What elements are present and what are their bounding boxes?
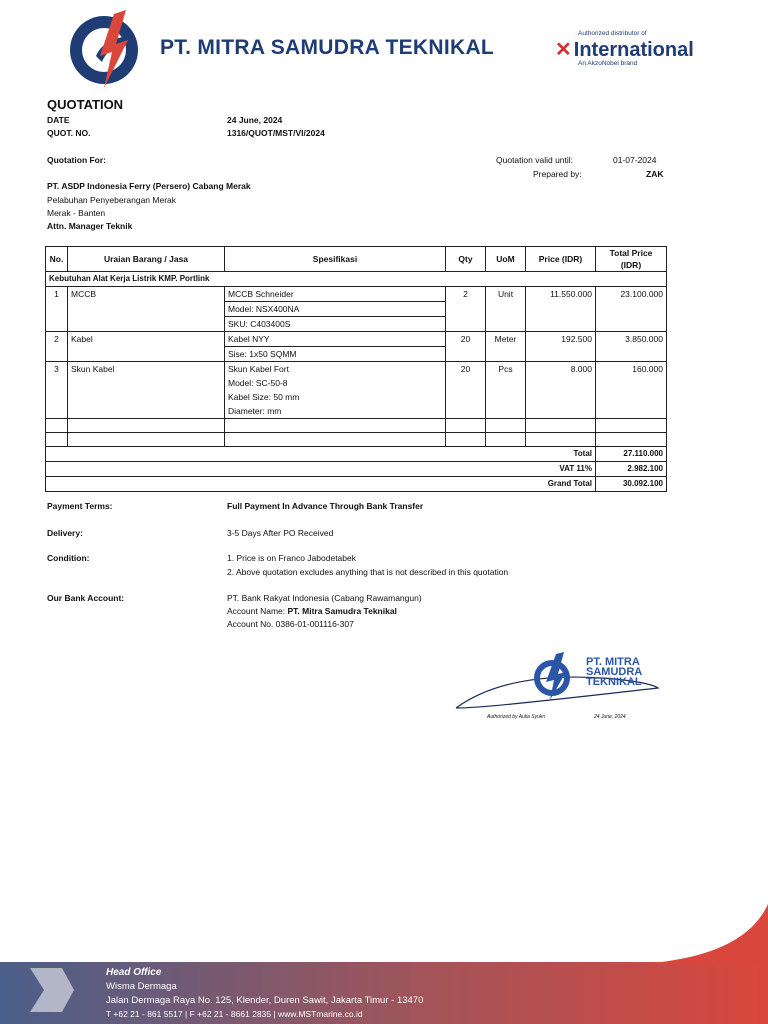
col-header-uom: UoM: [486, 247, 526, 272]
grand-total-label: Grand Total: [46, 477, 596, 492]
cell-spec: [225, 332, 446, 362]
cell-uom: Pcs: [486, 362, 526, 419]
cell-item: Skun Kabel: [68, 362, 225, 419]
valid-until-label: Quotation valid until:: [496, 155, 574, 165]
date-label: DATE: [47, 115, 70, 125]
client-address-2: Merak - Banten: [47, 208, 106, 218]
vat-label: VAT 11%: [46, 462, 596, 477]
date-value: 24 June, 2024: [227, 115, 283, 125]
company-logo: [66, 6, 146, 94]
total-row: [46, 447, 667, 462]
cell-no: 1: [46, 287, 68, 332]
col-header-spec: Spesifikasi: [225, 247, 446, 272]
valid-until-value: 01-07-2024: [613, 155, 657, 165]
footer-contact: T +62 21 - 861 5517 | F +62 21 - 8661 2835 | www.MSTmarine.co.id: [106, 1009, 363, 1019]
spec-line: Kabel Size: 50 mm: [228, 392, 300, 402]
condition-1: 1. Price is on Franco Jabodetabek: [227, 553, 356, 563]
spec-line: Sise: 1x50 SQMM: [228, 349, 297, 359]
table-row: [46, 332, 667, 362]
cell-total: 160.000: [596, 362, 667, 419]
quot-no-value: 1316/QUOT/MST/VI/2024: [227, 128, 325, 138]
col-header-total: Total Price (IDR): [596, 247, 667, 272]
company-name: PT. MITRA SAMUDRA TEKNIKAL: [160, 36, 495, 59]
cell-no: 2: [46, 332, 68, 362]
grand-total-value: 30.092.100: [596, 477, 667, 492]
cell-qty: 2: [446, 287, 486, 332]
total-label: Total: [46, 447, 596, 462]
cell-price: 11.550.000: [526, 287, 596, 332]
total-value: 27.110.000: [596, 447, 667, 462]
cell-uom: Meter: [486, 332, 526, 362]
distributor-subtitle: An AkzoNobel brand: [578, 60, 638, 67]
cell-uom: Unit: [486, 287, 526, 332]
authorized-by: Authorized by Aulia Syukri: [487, 714, 546, 720]
cell-qty: 20: [446, 362, 486, 419]
client-attention: Attn. Manager Teknik: [47, 221, 133, 231]
document-title: QUOTATION: [47, 97, 124, 112]
col-header-no: No.: [46, 247, 68, 272]
grand-total-row: [46, 477, 667, 492]
footer-building: Wisma Dermaga: [106, 981, 177, 992]
cell-price: 192.500: [526, 332, 596, 362]
signature-date: 24 June, 2024: [594, 714, 626, 720]
footer-heading: Head Office: [106, 967, 162, 978]
quotation-for-label: Quotation For:: [47, 155, 107, 165]
bank-name: PT. Bank Rakyat Indonesia (Cabang Rawamangun): [227, 593, 422, 603]
bank-account-name: Account Name: PT. Mitra Samudra Teknikal: [227, 606, 397, 616]
spec-line: Kabel NYY: [225, 332, 445, 347]
footer-address: Jalan Dermaga Raya No. 125, Klender, Duren Sawit, Jakarta Timur - 13470: [106, 995, 424, 1006]
bank-account-number: Account No. 0386-01-001116-307: [227, 619, 354, 629]
condition-label: Condition:: [47, 553, 90, 563]
spec-line: Model: NSX400NA: [225, 302, 445, 317]
table-empty-row: [46, 433, 667, 447]
prepared-by-value: ZAK: [646, 169, 664, 179]
spec-line: MCCB Schneider: [225, 287, 445, 302]
condition-2: 2. Above quotation excludes anything that is not described in this quotation: [227, 567, 509, 577]
table-row: [46, 362, 667, 419]
client-address-1: Pelabuhan Penyeberangan Merak: [47, 195, 177, 205]
cell-qty: 20: [446, 332, 486, 362]
spec-line: SKU: C403400S: [228, 319, 291, 329]
payment-terms-value: Full Payment In Advance Through Bank Transfer: [227, 501, 424, 511]
spec-line: Skun Kabel Fort: [228, 364, 289, 374]
items-table: [45, 246, 667, 492]
spec-line: Model: SC-50-8: [228, 378, 288, 388]
table-group-row: [46, 272, 667, 287]
vat-value: 2.982.100: [596, 462, 667, 477]
delivery-value: 3-5 Days After PO Received: [227, 528, 334, 538]
footer-corner-swoosh: [640, 904, 768, 964]
cell-item: MCCB: [68, 287, 225, 332]
vat-row: [46, 462, 667, 477]
table-header-row: [46, 247, 667, 272]
cell-no: 3: [46, 362, 68, 419]
cell-spec: [225, 362, 446, 419]
col-header-item: Uraian Barang / Jasa: [68, 247, 225, 272]
brand-x-icon: ✕: [555, 39, 572, 61]
stamp-text: PT. MITRA SAMUDRA TEKNIKAL: [586, 656, 642, 688]
distributor-caption: Authorized distributor of: [578, 30, 647, 37]
col-header-price: Price (IDR): [526, 247, 596, 272]
distributor-brand: ✕ International: [555, 39, 694, 61]
table-empty-row: [46, 419, 667, 433]
cell-item: Kabel: [68, 332, 225, 362]
cell-price: 8.000: [526, 362, 596, 419]
prepared-by-label: Prepared by:: [533, 169, 582, 179]
spec-line: Diameter: mm: [228, 406, 282, 416]
payment-terms-label: Payment Terms:: [47, 501, 113, 511]
cell-spec: [225, 287, 446, 332]
table-row: [46, 287, 667, 332]
delivery-label: Delivery:: [47, 528, 83, 538]
cell-total: 3.850.000: [596, 332, 667, 362]
col-header-qty: Qty: [446, 247, 486, 272]
company-stamp: [534, 652, 574, 702]
quot-no-label: QUOT. NO.: [47, 128, 91, 138]
client-name: PT. ASDP Indonesia Ferry (Persero) Cabang Merak: [47, 181, 251, 191]
group-title: Kebutuhan Alat Kerja Listrik KMP. Portlink: [46, 272, 667, 287]
cell-total: 23.100.000: [596, 287, 667, 332]
bank-account-label: Our Bank Account:: [47, 593, 125, 603]
